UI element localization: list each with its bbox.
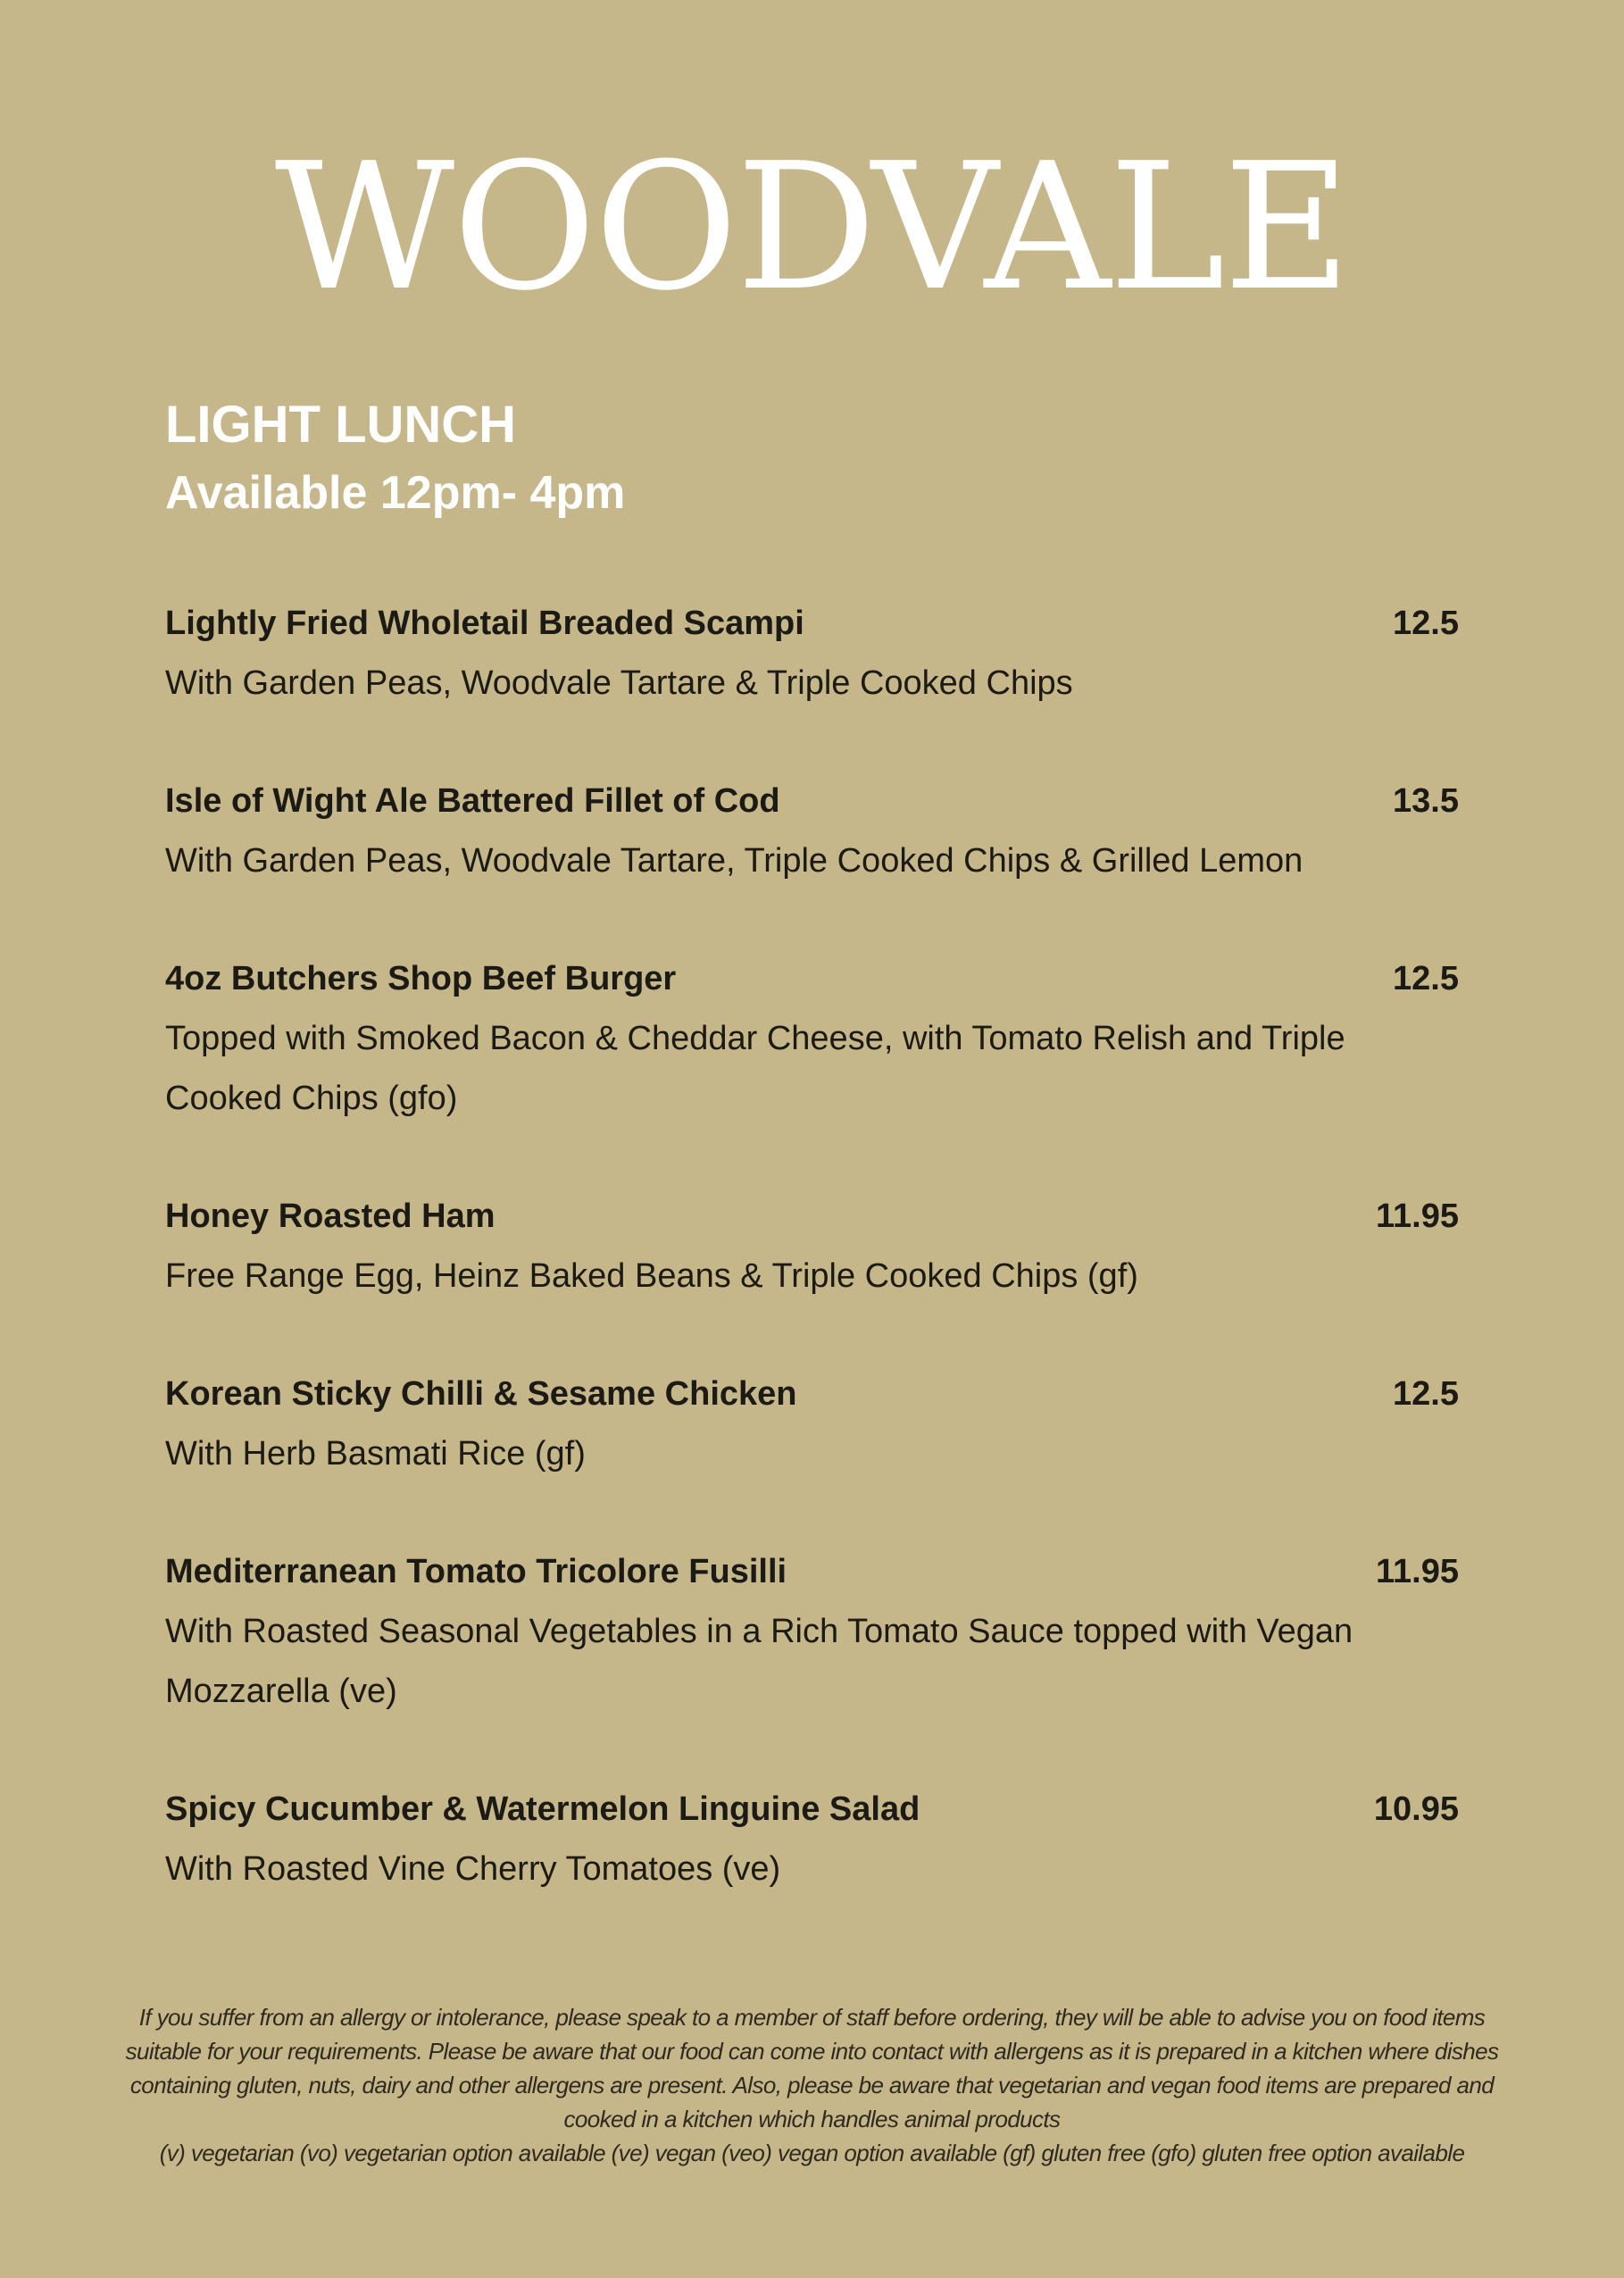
item-price: 13.5 bbox=[1393, 782, 1459, 820]
menu-item-header bbox=[165, 1542, 1459, 1602]
menu-item-header bbox=[165, 772, 1459, 831]
item-description: With Roasted Vine Cherry Tomatoes (ve) bbox=[165, 1850, 781, 1888]
menu-item-header bbox=[165, 1780, 1459, 1840]
menu-item-header bbox=[165, 594, 1459, 654]
item-description: With Garden Peas, Woodvale Tartare & Triple Cooked Chips bbox=[165, 664, 1073, 702]
menu-item-header bbox=[165, 1187, 1459, 1247]
menu-item-header bbox=[165, 1364, 1459, 1424]
menu-list bbox=[165, 594, 1459, 1957]
allergy-footer bbox=[116, 2000, 1508, 2170]
menu-item bbox=[165, 1542, 1459, 1722]
item-price: 11.95 bbox=[1376, 1553, 1459, 1590]
item-name: 4oz Butchers Shop Beef Burger bbox=[165, 960, 677, 997]
section-title: LIGHT LUNCH bbox=[165, 396, 517, 454]
item-price: 12.5 bbox=[1393, 960, 1459, 997]
item-description: Topped with Smoked Bacon & Cheddar Cheese, with Tomato Relish and Triple Cooked Chips (gfo) bbox=[165, 1020, 1345, 1117]
item-description: With Herb Basmati Rice (gf) bbox=[165, 1435, 586, 1473]
availability-text: Available 12pm- 4pm bbox=[165, 467, 626, 519]
item-price: 10.95 bbox=[1373, 1790, 1459, 1828]
menu-item bbox=[165, 1364, 1459, 1484]
menu-item bbox=[165, 949, 1459, 1129]
brand-logo: WOODVALE bbox=[274, 126, 1350, 330]
item-price: 12.5 bbox=[1393, 1375, 1459, 1413]
item-description: With Garden Peas, Woodvale Tartare, Triple Cooked Chips & Grilled Lemon bbox=[165, 842, 1303, 880]
item-name: Lightly Fried Wholetail Breaded Scampi bbox=[165, 605, 804, 642]
menu-item bbox=[165, 1187, 1459, 1306]
menu-item bbox=[165, 594, 1459, 713]
dietary-key: (v) vegetarian (vo) vegetarian option available (ve) vegan (veo) vegan option available (gf) gluten free (gfo) gluten free option available bbox=[159, 2140, 1465, 2166]
item-description: With Roasted Seasonal Vegetables in a Rich Tomato Sauce topped with Vegan Mozzarella (ve) bbox=[165, 1613, 1353, 1710]
item-price: 12.5 bbox=[1393, 605, 1459, 642]
item-name: Mediterranean Tomato Tricolore Fusilli bbox=[165, 1553, 787, 1590]
allergy-notice: If you suffer from an allergy or intolerance, please speak to a member of staff before ordering, they will be able to advise you on food items suitable for your requirements. Please be aware that our food can come into contact with allergens as it is prepared in a kitchen where dishes containing gluten, nuts, dairy and other allergens are present. Also, please be aware that vegetarian and vegan food items are prepared and cooked in a kitchen which handles animal products bbox=[125, 2004, 1499, 2132]
item-description: Free Range Egg, Heinz Baked Beans & Triple Cooked Chips (gf) bbox=[165, 1257, 1138, 1295]
item-name: Spicy Cucumber & Watermelon Linguine Salad bbox=[165, 1790, 920, 1828]
item-name: Honey Roasted Ham bbox=[165, 1197, 496, 1235]
item-price: 11.95 bbox=[1376, 1197, 1459, 1235]
menu-item bbox=[165, 1780, 1459, 1899]
menu-item-header bbox=[165, 949, 1459, 1009]
menu-item bbox=[165, 772, 1459, 891]
section-heading bbox=[165, 391, 625, 527]
item-name: Korean Sticky Chilli & Sesame Chicken bbox=[165, 1375, 797, 1413]
item-name: Isle of Wight Ale Battered Fillet of Cod bbox=[165, 782, 780, 820]
